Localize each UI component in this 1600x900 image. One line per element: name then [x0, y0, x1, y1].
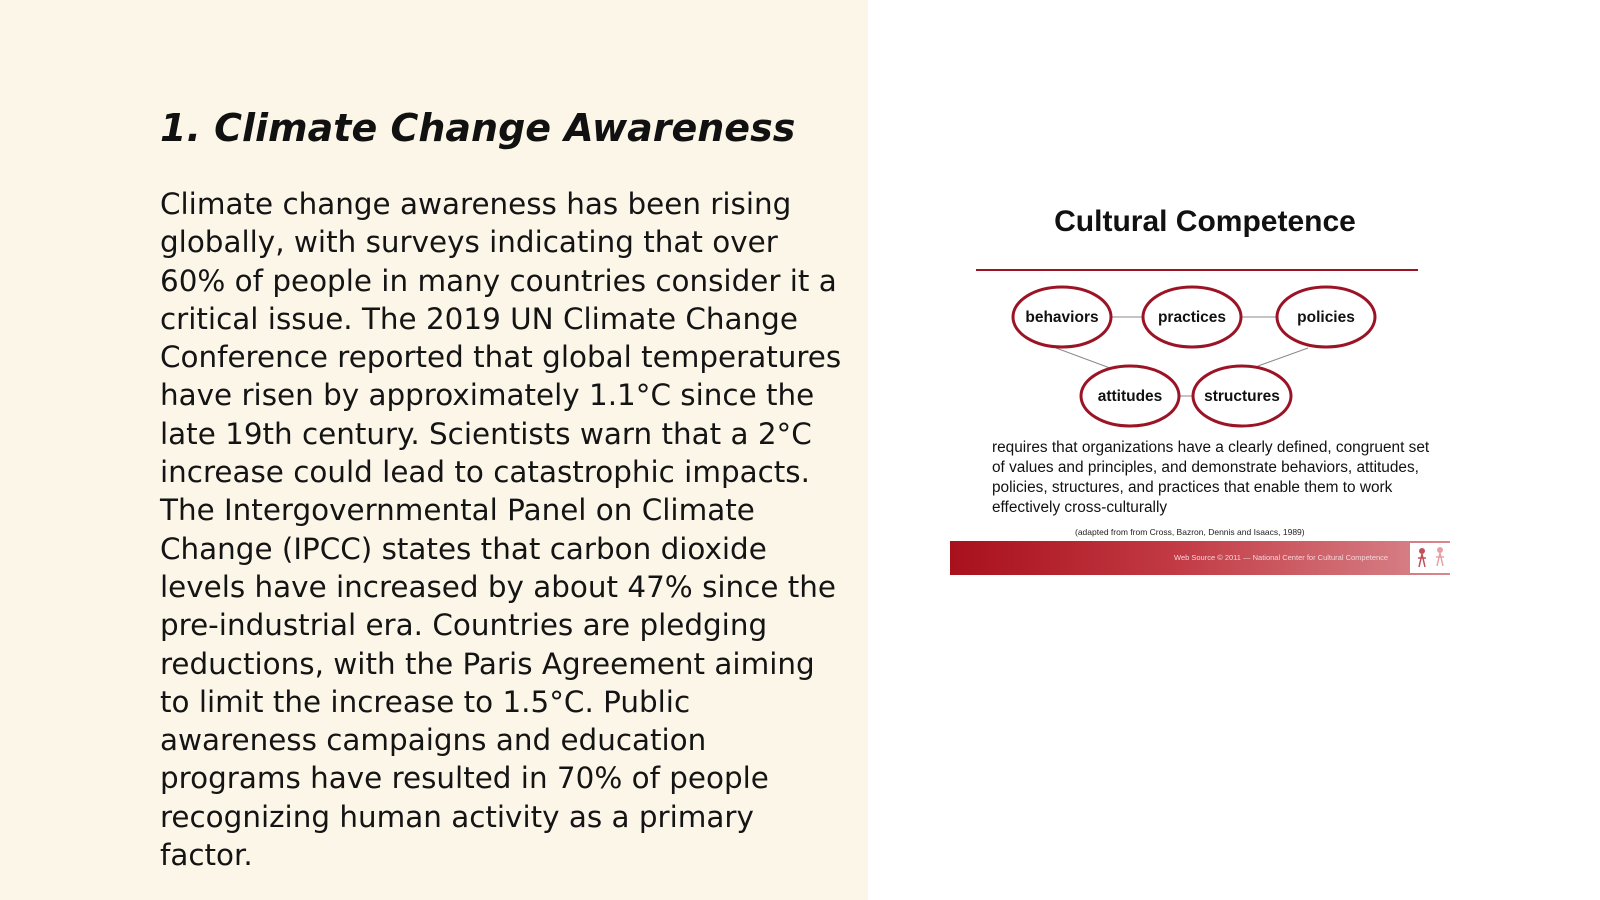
- node-label-behaviors: behaviors: [1025, 309, 1099, 326]
- node-practices: [1143, 287, 1241, 347]
- node-label-structures: structures: [1204, 388, 1280, 405]
- diagram-title: Cultural Competence: [1054, 205, 1356, 238]
- footer-source-text: Web Source © 2011 — National Center for Cultural Competence: [1174, 553, 1389, 562]
- connector-behaviors-attitudes: [1056, 348, 1110, 368]
- citation-text: (adapted from from Cross, Bazron, Dennis and Isaacs, 1989): [1075, 527, 1305, 537]
- node-label-policies: policies: [1297, 309, 1355, 326]
- definition-text: requires that organizations have a clearly defined, congruent set of values and principles, and demonstrate behaviors, attitudes, policies, structures, and practices that enable them to work effectively cross-culturally: [992, 439, 1430, 516]
- node-policies: [1277, 287, 1375, 347]
- cultural-competence-diagram: [950, 205, 1450, 575]
- node-label-practices: practices: [1157, 309, 1227, 326]
- node-behaviors: [1013, 287, 1111, 347]
- node-structures: [1193, 366, 1291, 426]
- slide-title: 1. Climate Change Awareness: [160, 106, 796, 150]
- organization-logo-icon: [1410, 543, 1450, 573]
- slide-body-text: Climate change awareness has been rising globally, with surveys indicating that over 60% of people in many countries consider it a critical issue. The 2019 UN Climate Change Conference reported that global temperatures have risen by approximately 1.1°C since the late 19th century. Scientists warn that a 2°C increase could lead to catastrophic impacts. The Intergovernmental Panel on Climate Change (IPCC) states that carbon dioxide levels have increased by about 47% since the pre-industrial era. Countries are pledging reductions, with the Paris Agreement aiming to limit the increase to 1.5°C. Public awareness campaigns and education programs have resulted in 70% of people recognizing human activity as a primary factor.: [160, 187, 842, 873]
- node-label-attitudes: attitudes: [1097, 388, 1163, 405]
- connector-policies-structures: [1258, 348, 1308, 366]
- diagram-footer-bar: [950, 541, 1450, 575]
- node-attitudes: [1081, 366, 1179, 426]
